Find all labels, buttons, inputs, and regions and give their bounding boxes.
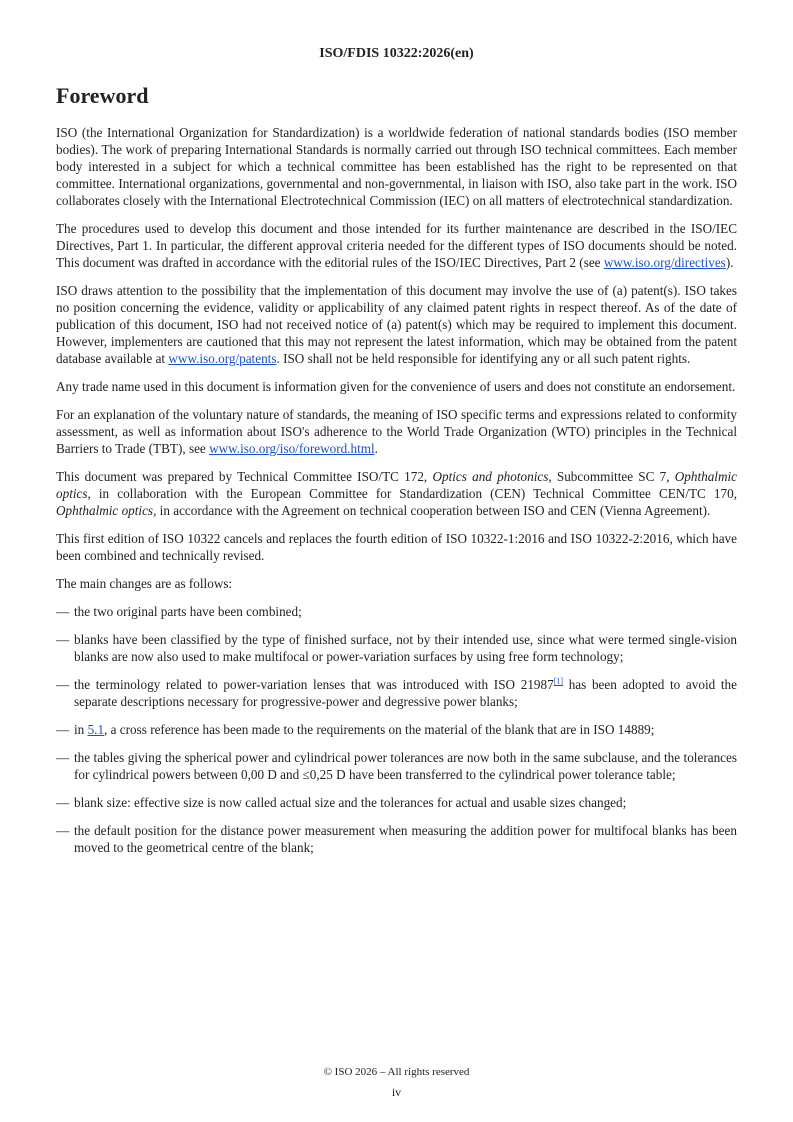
dash-bullet: —: [56, 604, 70, 619]
foreword-link[interactable]: www.iso.org/iso/foreword.html: [209, 441, 375, 456]
page-title: Foreword: [56, 83, 149, 108]
list-text: blanks have been classified by the type of finished surface, not by their intended use, since what were termed single-vision blanks are now also used to make multifocal or power-variation surfaces by using free form technology;: [74, 632, 737, 664]
paragraph: [56, 220, 737, 271]
italic-text: Ophthalmic optics,: [56, 503, 157, 518]
list-item: [56, 794, 737, 811]
text: the terminology related to power-variation lenses that was introduced with ISO 21987: [74, 677, 554, 692]
copyright-footer: © ISO 2026 – All rights reserved: [323, 1066, 470, 1078]
list-item: [56, 676, 737, 710]
text: in: [74, 722, 88, 737]
list-item: [56, 822, 737, 856]
text: ISO draws attention to the possibility that the implementation of this document may involve the use of (a) patent(s). ISO takes no position concerning the evidence, validity or applicability of any claimed patent rights in respect thereof. As of the date of publication of this document, ISO had not received notice of (a) patent(s) which may be required to implement this document. However, implementers are cautioned that this may not represent the latest information, which may be obtained from the patent database available at: [56, 283, 737, 366]
paragraph: [56, 282, 737, 367]
list-text: blank size: effective size is now called actual size and the tolerances for actual and usable sizes changed;: [74, 795, 627, 810]
dash-bullet: —: [56, 722, 70, 737]
list-text: the default position for the distance power measurement when measuring the addition power for multifocal blanks has been moved to the geometrical centre of the blank;: [74, 823, 737, 855]
text: , Subcommittee SC 7,: [548, 469, 675, 484]
dash-bullet: —: [56, 795, 70, 810]
list-item: [56, 603, 737, 620]
paragraph: The main changes are as follows:: [56, 576, 233, 591]
italic-text: Optics and photonics: [432, 469, 549, 484]
dash-bullet: —: [56, 632, 70, 647]
list-item: [56, 631, 737, 665]
dash-bullet: —: [56, 823, 70, 838]
paragraph: Any trade name used in this document is information given for the convenience of users and does not constitute an endorsement.: [56, 379, 736, 394]
list-text: the tables giving the spherical power and cylindrical power tolerances are now both in the same subclause, and the tolerances for cylindrical powers between 0,00 D and ≤0,25 D have been transferred to the cylindrical power tolerance table;: [74, 750, 737, 782]
list-text: [74, 676, 737, 710]
document-header: ISO/FDIS 10322:2026(en): [319, 46, 474, 61]
page-number: iv: [391, 1085, 402, 1099]
directives-link[interactable]: www.iso.org/directives: [603, 255, 726, 270]
clause-link[interactable]: 5.1: [87, 722, 105, 737]
list-text: [74, 721, 737, 738]
bibliography-ref-link[interactable]: [1]: [553, 676, 564, 686]
list-item: [56, 721, 737, 738]
paragraph: [56, 406, 737, 457]
patents-link[interactable]: www.iso.org/patents: [168, 351, 277, 366]
list-item: [56, 749, 737, 783]
paragraph: ISO (the International Organization for Standardization) is a worldwide federation of national standards bodies (ISO member bodies). The work of preparing International Standards is normally carried out through ISO technical committees. Each member body interested in a subject for which a technical committee has been established has the right to be represented on that committee. International organizations, governmental and non-governmental, in liaison with ISO, also take part in the work. ISO collaborates closely with the International Electrotechnical Commission (IEC) on all matters of electrotechnical standardization.: [56, 125, 737, 208]
dash-bullet: —: [56, 750, 70, 765]
text: . ISO shall not be held responsible for identifying any or all such patent rights.: [276, 351, 691, 366]
text: The procedures used to develop this document and those intended for its further maintenance are described in the ISO/IEC Directives, Part 1. In particular, the different approval criteria needed for the different types of ISO documents should be noted. This document was drafted in accordance with the editorial rules of the ISO/IEC Directives, Part 2 (see: [56, 221, 737, 270]
dash-bullet: —: [56, 677, 70, 692]
paragraph: [56, 468, 737, 519]
italic-text: Ophthalmic optics: [56, 469, 738, 501]
text: ).: [725, 255, 734, 270]
paragraph: This first edition of ISO 10322 cancels and replaces the fourth edition of ISO 10322-1:2016 and ISO 10322-2:2016, which have been combined and technically revised.: [56, 531, 737, 563]
list-text: the two original parts have been combined;: [74, 604, 302, 619]
foreword-body: [56, 124, 737, 867]
text: For an explanation of the voluntary nature of standards, the meaning of ISO specific terms and expressions related to conformity assessment, as well as information about ISO's adherence to the World Trade Organization (WTO) principles in the Technical Barriers to Trade (TBT), see: [56, 407, 737, 456]
text: has been adopted to avoid the separate descriptions necessary for progressive-power and degressive power blanks;: [74, 677, 737, 709]
text: This document was prepared by Technical Committee ISO/TC 172,: [56, 469, 433, 484]
text: , in collaboration with the European Committee for Standardization (CEN) Technical Committee CEN/TC 170,: [87, 486, 737, 501]
text: , a cross reference has been made to the requirements on the material of the blank that are in ISO 14889;: [104, 722, 655, 737]
text: .: [374, 441, 378, 456]
text: in accordance with the Agreement on technical cooperation between ISO and CEN (Vienna Agreement).: [156, 503, 711, 518]
